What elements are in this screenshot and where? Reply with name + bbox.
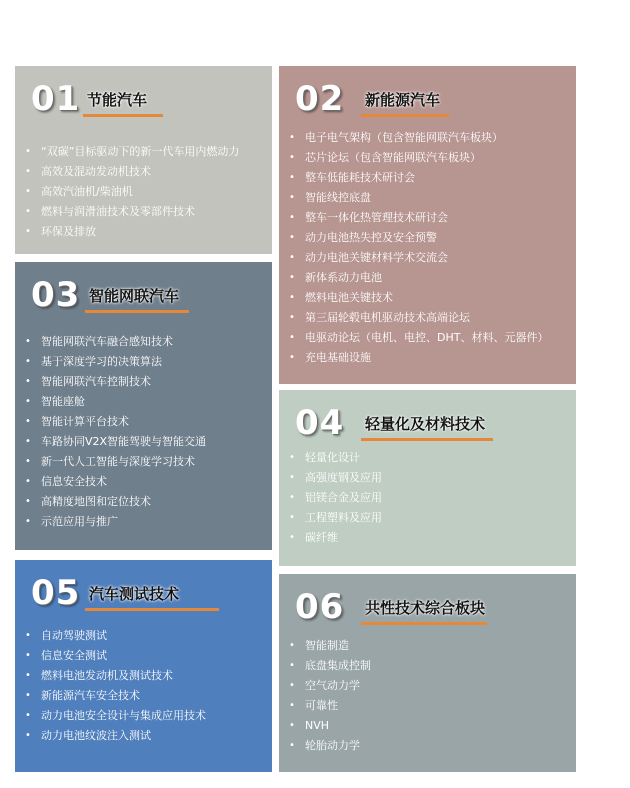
list-item: • 基于深度学习的决策算法	[23, 352, 206, 372]
list-item: • 可靠性	[287, 696, 371, 716]
list-item: • 整车低能耗技术研讨会	[287, 168, 548, 188]
topic-list	[23, 142, 239, 242]
list-item: • 动力电池安全设计与集成应用技术	[23, 706, 206, 726]
section-title: 共性技术综合板块	[365, 599, 486, 617]
topic-list	[287, 128, 548, 368]
list-item: • 整车一体化热管理技术研讨会	[287, 208, 548, 228]
title-underline	[361, 114, 449, 117]
list-item: • 轻量化设计	[287, 448, 382, 468]
list-item: • 芯片论坛（包含智能网联汽车板块）	[287, 148, 548, 168]
list-item: • 电驱动论坛（电机、电控、DHT、材料、元器件）	[287, 328, 548, 348]
list-item: • 智能计算平台技术	[23, 412, 206, 432]
list-item: • 动力电池热失控及安全预警	[287, 228, 548, 248]
list-item: • 车路协同V2X智能驾驶与智能交通	[23, 432, 206, 452]
list-item: • 自动驾驶测试	[23, 626, 206, 646]
topic-list	[287, 448, 382, 548]
section-title: 新能源汽车	[365, 91, 441, 109]
section-number: 02	[295, 79, 345, 119]
title-underline	[361, 622, 487, 625]
section-title: 节能汽车	[87, 91, 148, 109]
list-item: • 智能座舱	[23, 392, 206, 412]
list-item: • 充电基础设施	[287, 348, 548, 368]
section-number: 01	[31, 79, 81, 119]
list-item: • 新一代人工智能与深度学习技术	[23, 452, 206, 472]
list-item: • 动力电池关键材料学术交流会	[287, 248, 548, 268]
section-title: 智能网联汽车	[89, 287, 180, 305]
section-number: 04	[295, 403, 345, 443]
list-item: • 高精度地图和定位技术	[23, 492, 206, 512]
topic-list	[23, 332, 206, 532]
list-item: • 环保及排放	[23, 222, 239, 242]
title-underline	[85, 608, 219, 611]
section-new-energy-vehicles	[279, 66, 576, 384]
list-item: • 信息安全测试	[23, 646, 206, 666]
section-number: 05	[31, 573, 81, 613]
section-common-technologies	[279, 574, 576, 772]
list-item: • 空气动力学	[287, 676, 371, 696]
list-item: • 智能线控底盘	[287, 188, 548, 208]
section-intelligent-connected-vehicles	[15, 262, 272, 550]
list-item: • 高效汽油机/柴油机	[23, 182, 239, 202]
topic-list	[23, 626, 206, 746]
topic-list	[287, 636, 371, 756]
section-title: 汽车测试技术	[89, 585, 180, 603]
section-lightweight-materials	[279, 390, 576, 566]
title-underline	[361, 438, 493, 441]
section-number: 03	[31, 275, 81, 315]
list-item: • 第三届轮毂电机驱动技术高端论坛	[287, 308, 548, 328]
section-number: 06	[295, 587, 345, 627]
section-vehicle-testing	[15, 560, 272, 772]
list-item: • 高效及混动发动机技术	[23, 162, 239, 182]
list-item: • 智能制造	[287, 636, 371, 656]
title-underline	[83, 114, 163, 117]
list-item: • NVH	[287, 716, 371, 736]
list-item: • 新体系动力电池	[287, 268, 548, 288]
list-item: • 工程塑料及应用	[287, 508, 382, 528]
list-item: • 燃料电池发动机及测试技术	[23, 666, 206, 686]
title-underline	[85, 310, 189, 313]
list-item: • 铝镁合金及应用	[287, 488, 382, 508]
list-item: • 示范应用与推广	[23, 512, 206, 532]
list-item: • 智能网联汽车控制技术	[23, 372, 206, 392]
section-energy-saving-vehicles	[15, 66, 272, 254]
list-item: • 碳纤维	[287, 528, 382, 548]
list-item: • 新能源汽车安全技术	[23, 686, 206, 706]
list-item: • 高强度钢及应用	[287, 468, 382, 488]
list-item: • “双碳”目标驱动下的新一代车用内燃动力	[23, 142, 239, 162]
list-item: • 智能网联汽车融合感知技术	[23, 332, 206, 352]
list-item: • 燃料电池关键技术	[287, 288, 548, 308]
list-item: • 燃料与润滑油技术及零部件技术	[23, 202, 239, 222]
list-item: • 底盘集成控制	[287, 656, 371, 676]
list-item: • 轮胎动力学	[287, 736, 371, 756]
section-title: 轻量化及材料技术	[365, 415, 486, 433]
list-item: • 信息安全技术	[23, 472, 206, 492]
list-item: • 电子电气架构（包含智能网联汽车板块）	[287, 128, 548, 148]
list-item: • 动力电池纹波注入测试	[23, 726, 206, 746]
